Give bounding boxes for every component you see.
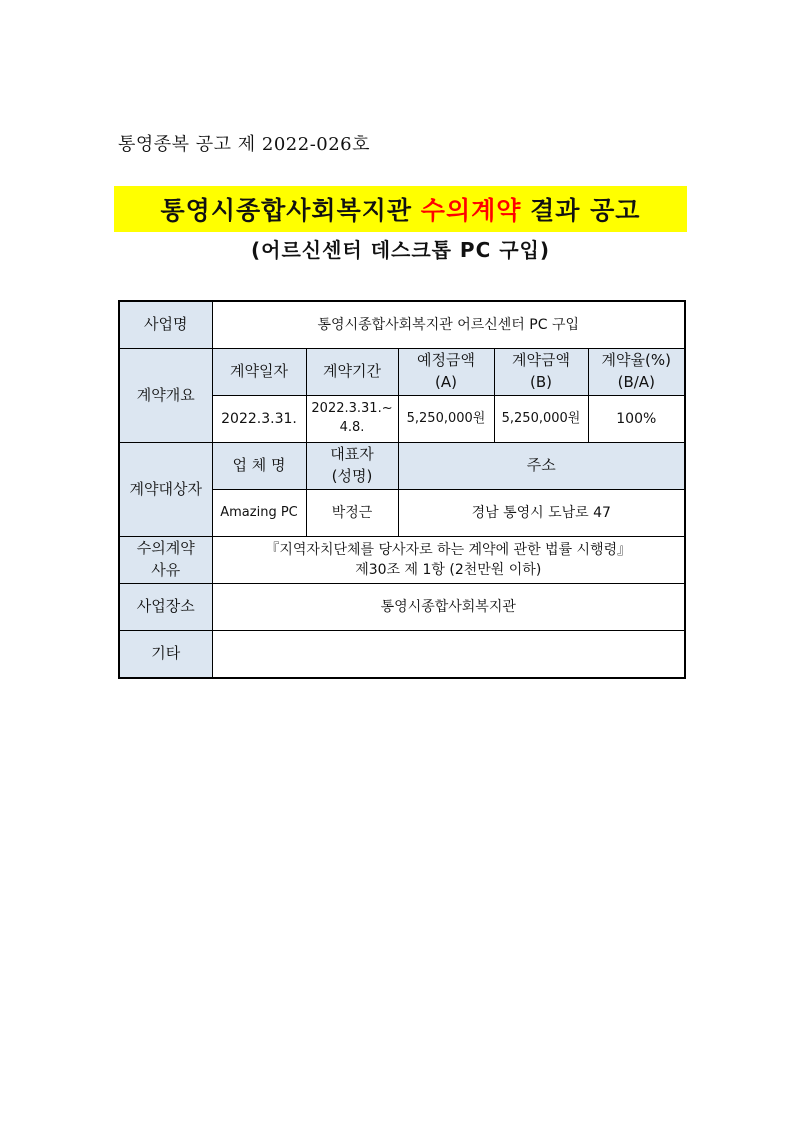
contract-rate-title: 계약율(%) [601, 351, 671, 370]
contract-amount-value: 5,250,000원 [494, 396, 588, 443]
representative-title: 대표자 [330, 445, 374, 464]
company-name-value: Amazing PC [212, 490, 306, 537]
estimated-amount-header [398, 349, 494, 396]
representative-header [306, 443, 398, 490]
contract-period-header: 계약기간 [306, 349, 398, 396]
contract-rate-value: 100% [588, 396, 685, 443]
estimated-amount-value: 5,250,000원 [398, 396, 494, 443]
company-name-header: 업 체 명 [212, 443, 306, 490]
reason-label-highlight: 수의계약 [136, 539, 195, 558]
location-label: 사업장소 [119, 584, 212, 631]
representative-value: 박정근 [306, 490, 398, 537]
reason-label [119, 537, 212, 584]
project-name-label: 사업명 [119, 301, 212, 349]
contract-period-value [306, 396, 398, 443]
title-highlight: 수의계약 [420, 196, 522, 225]
estimated-amount-sub: (A) [435, 373, 457, 391]
estimated-amount-title: 예정금액 [417, 351, 475, 370]
contract-amount-sub: (B) [530, 373, 552, 391]
reason-line-1: 『지역자치단체를 당사자로 하는 계약에 관한 법률 시행령』 [265, 541, 632, 558]
contract-rate-sub: (B/A) [617, 373, 655, 391]
contract-date-value: 2022.3.31. [212, 396, 306, 443]
announcement-subtitle: (어르신센터 데스크톱 PC 구입) [250, 238, 551, 262]
contract-result-table [118, 300, 686, 679]
address-header: 주소 [398, 443, 685, 490]
contract-period-end: 4.8. [339, 420, 365, 435]
location-value: 통영시종합사회복지관 [212, 584, 685, 631]
reason-line-2: 제30조 제 1항 (2천만원 이하) [355, 562, 542, 578]
project-name-value: 통영시종합사회복지관 어르신센터 PC 구입 [212, 301, 685, 349]
reason-value [212, 537, 685, 584]
contractor-label: 계약대상자 [119, 443, 212, 537]
contract-amount-title: 계약금액 [512, 351, 570, 370]
address-value: 경남 통영시 도남로 47 [398, 490, 685, 537]
contract-period-start: 2022.3.31.~ [311, 401, 393, 417]
contract-rate-header [588, 349, 685, 396]
contract-date-header: 계약일자 [212, 349, 306, 396]
notice-number: 통영종복 공고 제 2022-026호 [118, 134, 371, 155]
etc-value [212, 631, 685, 679]
title-suffix: 결과 공고 [530, 196, 641, 225]
reason-label-rest: 사유 [151, 561, 181, 579]
title-org: 통영시종합사회복지관 [160, 196, 413, 225]
representative-sub: (성명) [331, 467, 373, 485]
etc-label: 기타 [119, 631, 212, 679]
contract-overview-label: 계약개요 [119, 349, 212, 443]
contract-amount-header [494, 349, 588, 396]
announcement-title [114, 186, 687, 232]
